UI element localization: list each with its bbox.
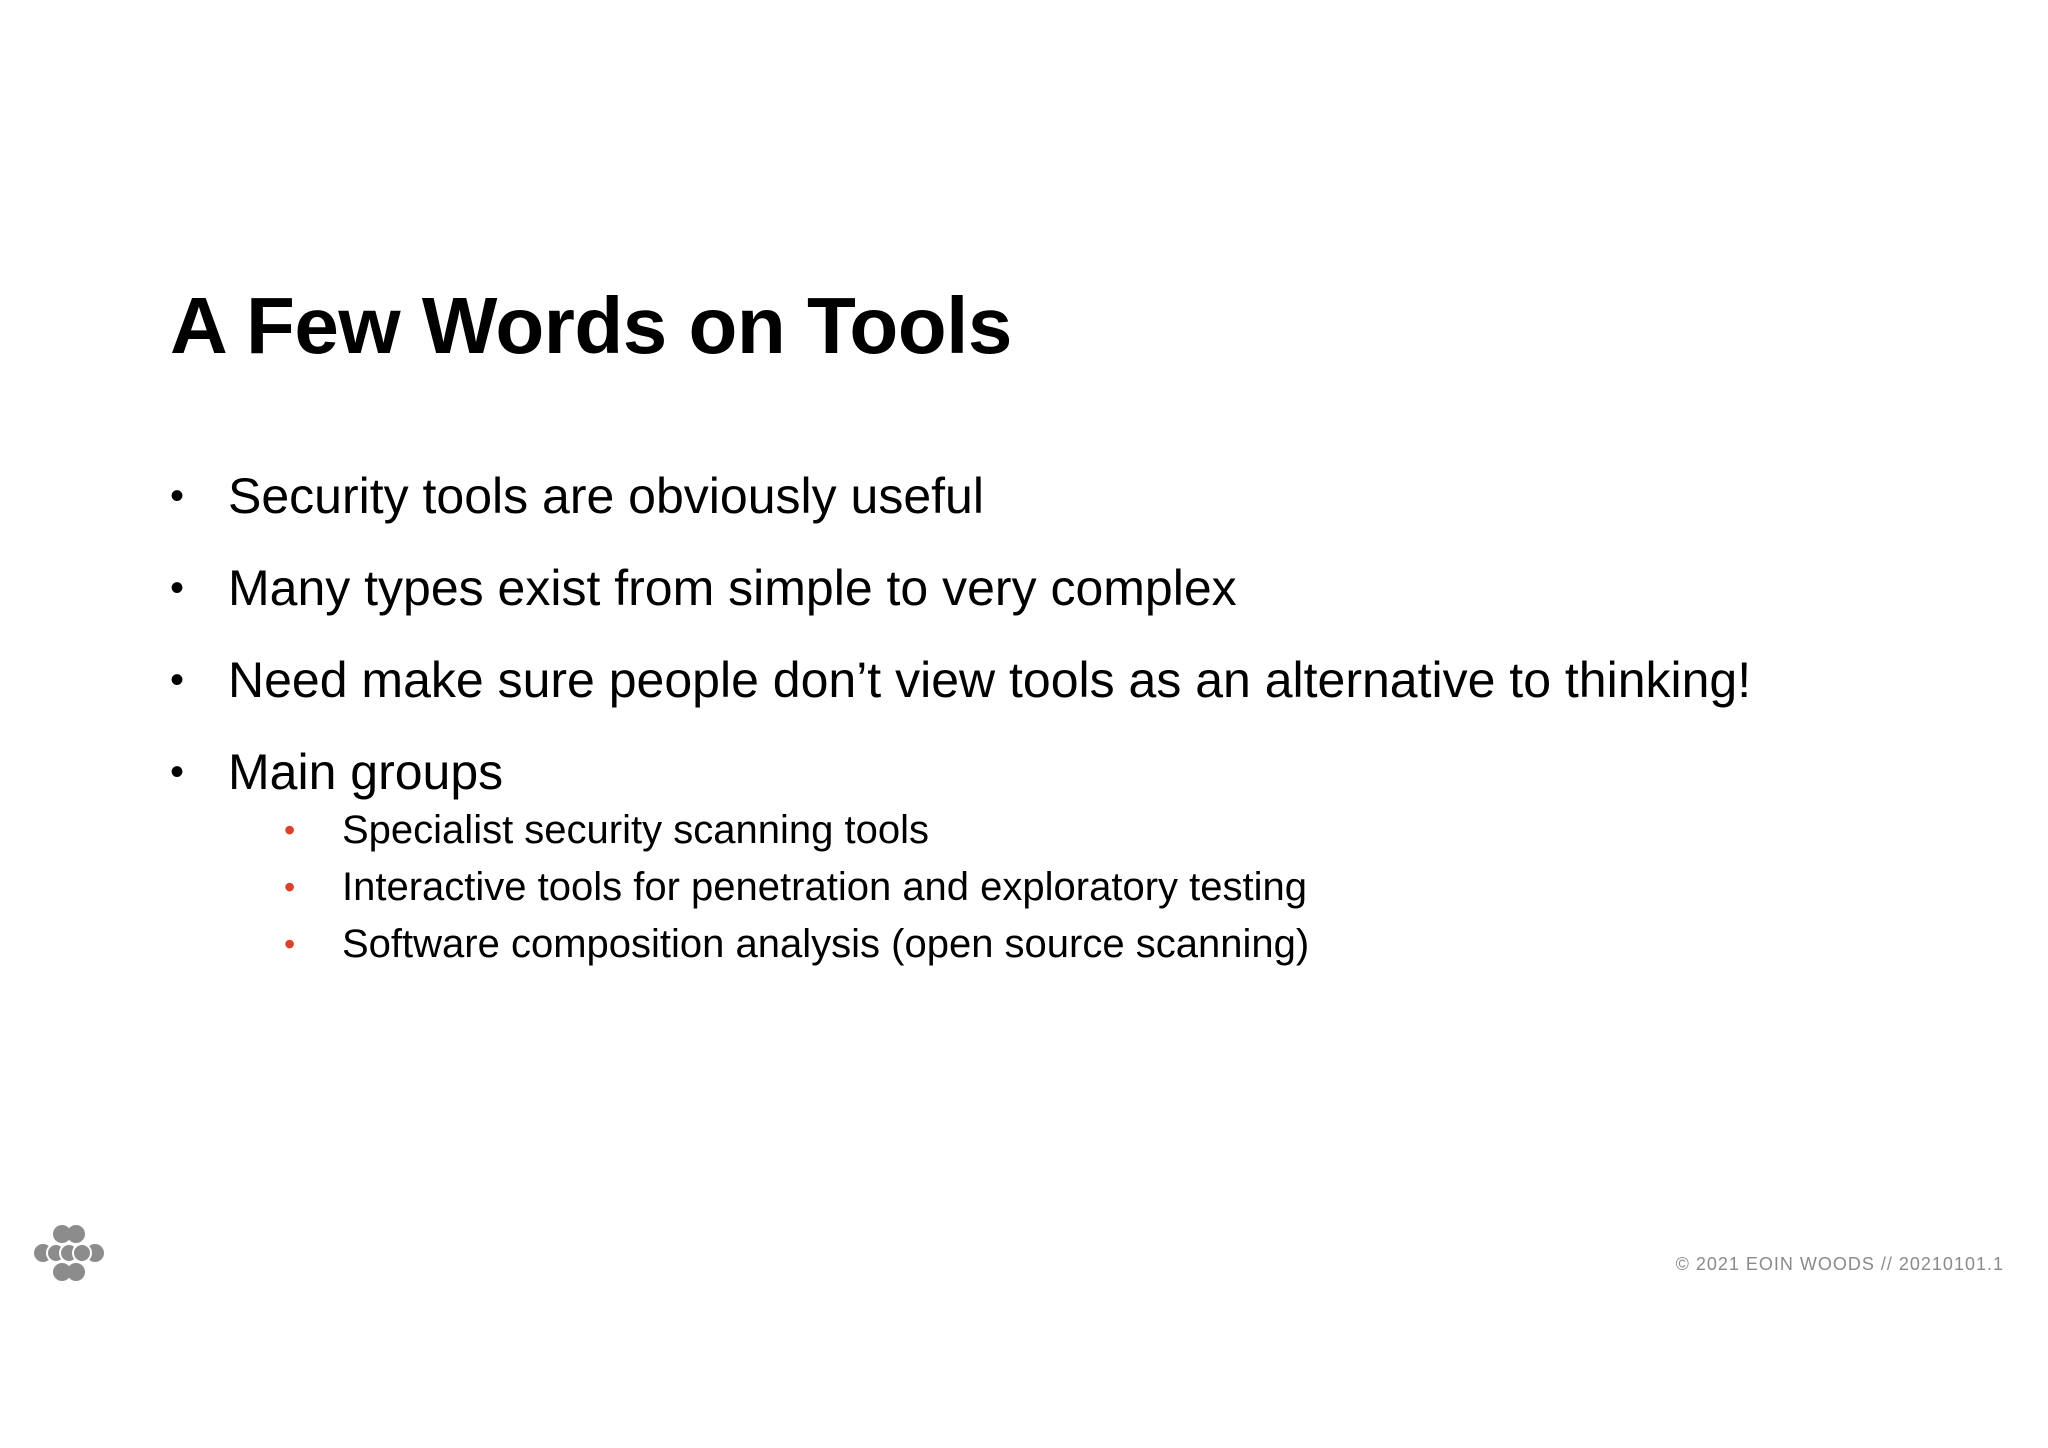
bullet-list — [170, 456, 1751, 985]
bullet-dot: • — [170, 658, 185, 702]
clustered-circles-logo-icon — [32, 1224, 106, 1282]
footer-copyright: © 2021 EOIN WOODS // 20210101.1 — [1675, 1254, 2004, 1274]
bullet-item-3 — [170, 640, 1751, 720]
bullet-item-2 — [170, 548, 1751, 628]
slide-title: A Few Words on Tools — [170, 281, 1012, 370]
bullet-dot: • — [170, 566, 185, 610]
sub-bullet-text: Specialist security scanning tools — [342, 808, 929, 852]
bullet-dot: • — [170, 474, 185, 518]
bullet-text: Main groups — [228, 744, 504, 800]
sub-bullet-item-1 — [284, 802, 1751, 859]
bullet-dot: • — [170, 750, 185, 794]
sub-bullet-item-2 — [284, 859, 1751, 916]
bullet-text: Security tools are obviously useful — [228, 468, 984, 524]
sub-bullet-text: Software composition analysis (open source scanning) — [342, 922, 1310, 966]
sub-bullet-dot: • — [284, 869, 296, 905]
bullet-item-1 — [170, 456, 1751, 536]
sub-bullet-dot: • — [284, 926, 296, 962]
bullet-text: Need make sure people don’t view tools as an alternative to thinking! — [228, 652, 1752, 708]
sub-bullet-list — [284, 802, 1751, 973]
sub-bullet-text: Interactive tools for penetration and exploratory testing — [342, 865, 1307, 909]
sub-bullet-item-3 — [284, 916, 1751, 973]
sub-bullet-dot: • — [284, 812, 296, 848]
bullet-text: Many types exist from simple to very complex — [228, 560, 1237, 616]
bullet-item-4 — [170, 732, 1751, 973]
